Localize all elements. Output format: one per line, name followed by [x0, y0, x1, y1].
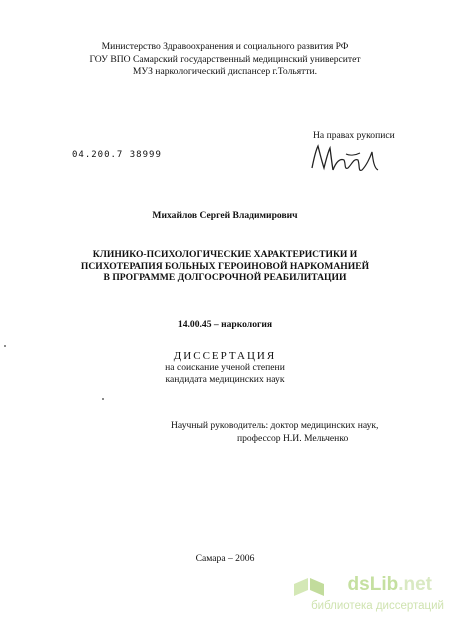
watermark-site-name: [348, 574, 432, 596]
watermark-site-tld: .net: [398, 574, 432, 595]
degree-level: кандидата медицинских наук: [165, 374, 285, 385]
degree-block: [0, 350, 450, 386]
title-line-2: ПСИХОТЕРАПИЯ БОЛЬНЫХ ГЕРОИНОВОЙ НАРКОМАНИЕЙ: [80, 260, 370, 272]
scan-speck: [102, 398, 104, 400]
title-line-1: КЛИНИКО-ПСИХОЛОГИЧЕСКИЕ ХАРАКТЕРИСТИКИ И: [92, 249, 358, 260]
author-name: Михайлов Сергей Владимирович: [152, 210, 298, 221]
manuscript-rights-note: На правах рукописи: [313, 130, 395, 141]
city-year: Самара – 2006: [195, 553, 255, 564]
scan-speck: [4, 345, 6, 347]
degree-purpose: на соискание ученой степени: [165, 362, 285, 373]
university-line: ГОУ ВПО Самарский государственный медицинский университет: [89, 53, 361, 65]
handwritten-signature: [300, 128, 390, 186]
institution-header: [0, 41, 450, 79]
ministry-line: Министерство Здравоохранения и социального развития РФ: [101, 41, 349, 52]
supervisor-line-1: Научный руководитель: доктор медицинских наук,: [171, 420, 379, 431]
document-type: ДИССЕРТАЦИЯ: [173, 350, 277, 362]
dissertation-title: [0, 249, 450, 284]
watermark-caption: библиотека диссертаций: [311, 600, 444, 612]
specialty-code: 14.00.45 – наркология: [177, 319, 273, 330]
dslib-watermark: [280, 574, 448, 620]
dispensary-line: МУЗ наркологический диспансер г.Тольятти.: [132, 66, 318, 77]
title-line-3: В ПРОГРАММЕ ДОЛГОСРОЧНОЙ РЕАБИЛИТАЦИИ: [103, 272, 347, 283]
watermark-site-main: dsLib: [347, 574, 399, 595]
registration-stamp-number: 04.200.7 38999: [72, 150, 162, 160]
book-logo-icon: [292, 576, 328, 600]
supervisor-block: [171, 420, 378, 445]
supervisor-line-2: профессор Н.И. Мельченко: [237, 432, 349, 444]
